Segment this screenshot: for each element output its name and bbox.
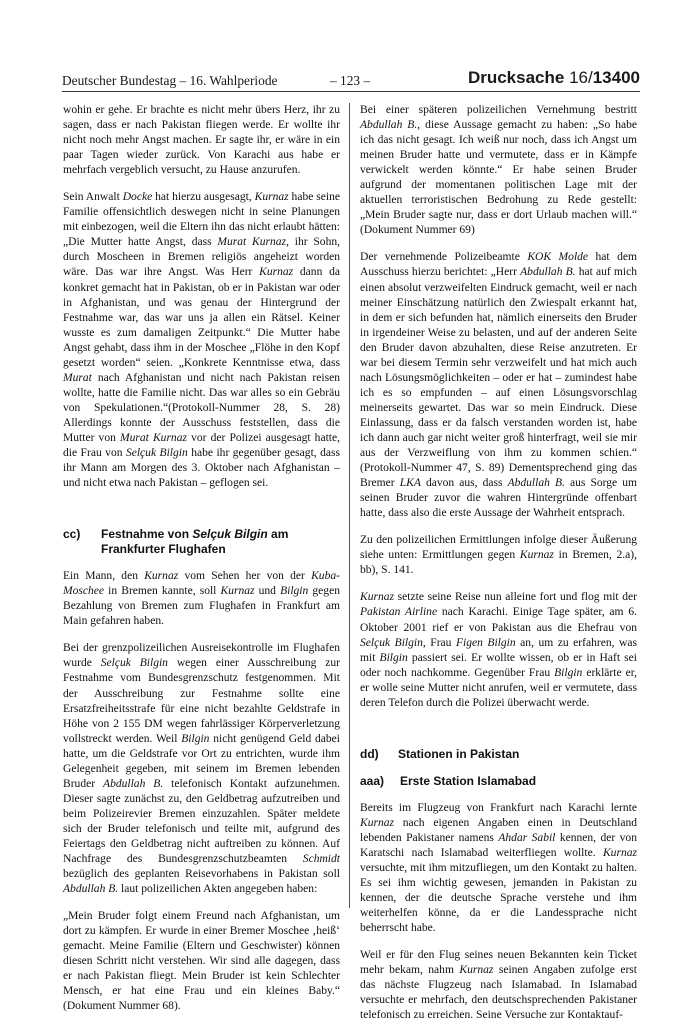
- paragraph: Bereits im Flugzeug von Frankfurt nach Karachi lernte Kurnaz nach eigenen Angaben einen in Deutschland lebenden Pakistaner namens Ahdar Sabil kennen, der von Karatschi nach Islamabad weiterfliegen wollte. Kurnaz versuchte, mit ihm mitzufliegen, um den Kontakt zu halten. Es sei ihm wichtig gewesen, jemanden in Pakistan zu kennen, der die deutsche Sprache verstehe und ihm weiterhelfen könne, da er die Landessprache nicht beherrscht habe.: [360, 801, 637, 935]
- page-header: [62, 68, 640, 90]
- paragraph: wohin er gehe. Er brachte es nicht mehr übers Herz, ihr zu sagen, dass er nach Pakistan fliegen werde. Er wollte ihr nicht noch mehr Angst machen. Er sagte ihr, er wäre in ein paar Tagen wieder zurück. Von Karachi aus habe er mehrfach vergeblich versucht, zu Hause anzurufen.: [63, 104, 340, 177]
- heading-number: aaa): [360, 773, 385, 788]
- column-divider: [349, 103, 350, 908]
- paragraph: Weil er für den Flug seines neuen Bekannten kein Ticket mehr bekam, nahm Kurnaz seinen Angaben zufolge erst das nächste Flugzeug nach Islamabad. In Islamabad versuchte er mehrfach, den deutschsprechenden Pakistaner telefonisch zu erreichen. Seine Versuche zur Kontaktauf-: [360, 949, 637, 1022]
- paragraph: Sein Anwalt Docke hat hierzu ausgesagt, Kurnaz habe seine Familie offensichtlich deswegen nicht in seine Planungen mit einbezogen, weil die Eltern ihn das nicht erlaubt hätten: „Die Mutter hatte Angst, dass Murat Kurnaz, ihr Sohn, durch Moscheen in Bremen religiös angeheizt worden wäre. Das war ihre Angst. Was Herr Kurnaz dann da konkret gemacht hat in Pakistan, ob er in Pakistan war oder in Afghanistan, und was genau der Hintergrund der Festnahme war, das war uns ja allen ein Rätsel. Keiner wusste es zum damaligen Zeitpunkt.“ Die Mutter habe Angst gehabt, dass ihm in der Moschee „Flöhe in den Kopf gesetzt worden“ seien. „Konkrete Kenntnisse etwa, dass Murat nach Afghanistan und nicht nach Pakistan reisen wollte, hatte die Familie nicht. Das war alles so ein Gebräu von Spekulationen.“(Protokoll-Nummer 28, S. 28) Allerdings konnte der Ausschuss feststellen, dass die Mutter von Murat Kurnaz vor der Polizei ausgesagt hatte, die Frau von Selçuk Bilgin habe ihr gegenüber gesagt, dass ihr Mann am Morgen des 3. Oktober nach Afghanistan – und nicht etwa nach Pakistan – geflogen sei.: [63, 191, 340, 490]
- document-number-prefix: 16/: [569, 68, 593, 87]
- document-number: [468, 68, 640, 88]
- heading-title: Festnahme von Selçuk Bilgin am Frankfurter Flughafen: [101, 527, 289, 557]
- left-column: [63, 103, 340, 1014]
- page-number: – 123 –: [330, 73, 371, 88]
- section-heading-dd: [360, 747, 637, 762]
- paragraph: Der vernehmende Polizeibeamte KOK Molde hat dem Ausschuss hierzu berichtet: „Herr Abdullah B. hat auf mich einen absolut verzweifelten Eindruck gemacht, weil er nach meiner Einschätzung natürlich den Zwiespalt erkannt hat, in dem er sich befunden hat, nämlich einerseits den Bruder in irgendeiner Weise zu belasten, und auf der anderen Seite den Bruder davon abzuhalten, diese Reise anzutreten. Er war bei diesem Termin sehr verzweifelt und hat mich auch nach Lösungsmöglichkeiten – oder er hat – zumindest habe ich es so empfunden – auf einen Lösungsvorschlag meinerseits gewartet. Das war so mein Eindruck. Diese Einlassung, dass er da falsch verstanden worden ist, habe ich dann auch gar nicht weiter groß hinterfragt, weil sie mir aus der Verzweiflung von ihm zu kommen schien.“ (Protokoll-Nummer 47, S. 89) Dementsprechend ging das Bremer LKA davon aus, dass Abdullah B. aus Sorge um seinen Bruder zuvor die wahren Hintergründe offenbart hatte, dass also die erste Aussage der Wahrheit entsprach.: [360, 251, 638, 520]
- paragraph: Ein Mann, den Kurnaz vom Sehen her von der Kuba-Moschee in Bremen kannte, soll Kurnaz und Bilgin gegen Bezahlung von Bremen zum Flughafen in Frankfurt am Main gefahren haben.: [63, 570, 340, 628]
- heading-number: dd): [360, 746, 379, 761]
- heading-number: cc): [63, 527, 81, 542]
- header-rule: [62, 91, 640, 92]
- document-label: Drucksache: [467, 68, 565, 87]
- right-column: [360, 103, 637, 1023]
- header-publication: Deutscher Bundestag – 16. Wahlperiode: [62, 73, 278, 88]
- paragraph: Zu den polizeilichen Ermittlungen infolge dieser Äußerung siehe unten: Ermittlungen gegen Kurnaz in Bremen, 2.a), bb), S. 141.: [360, 534, 637, 577]
- paragraph: Bei einer späteren polizeilichen Vernehmung bestritt Abdullah B., diese Aussage gemacht zu haben: „So habe ich das nicht gesagt. Ich weiß nur noch, dass ich Angst um meinen Bruder hatte und vermutete, dass er in Kämpfe verwickelt werden könnte.“ Er habe seinen Bruder aufgrund der momentanen politischen Lage mit der aktuellen terroristischen Bedrohung zu Rede gestellt: „Mein Bruder sagte nur, dass er dort Urlaub machen will.“ (Dokument Nummer 69): [360, 104, 637, 237]
- heading-title: Erste Station Islamabad: [400, 773, 537, 788]
- paragraph: Kurnaz setzte seine Reise nun alleine fort und flog mit der Pakistan Airline nach Karachi. Einige Tage später, am 6. Oktober 2001 rief er von Pakistan aus die Ehefrau von Selçuk Bilgin, Frau Figen Bilgin an, um zu erfahren, was mit Bilgin passiert sei. Er wollte wissen, ob er in Haft sei oder noch nachkomme. Gegenüber Frau Bilgin erklärte er, er wolle seine Mutter nicht anrufen, weil er vermutete, dass deren Telefon durch die Polizei überwacht werde.: [360, 591, 637, 709]
- paragraph: Bei der grenzpolizeilichen Ausreisekontrolle im Flughafen wurde Selçuk Bilgin wegen einer Ausschreibung zur Festnahme vom Bundesgrenzschutz festgenommen. Mit der Ausschreibung zur Festnahme sollte eine Ersatzfreiheitsstrafe für eine nicht bezahlte Geldstrafe in Höhe von 2 155 DM wegen fahrlässiger Körperverletzung vollstreckt werden. Weil Bilgin nicht genügend Geld dabei hatte, um die Geldstrafe vor Ort zu entrichten, wurde ihm Gelegenheit gegeben, mit seinem im Bremen lebenden Bruder Abdullah B. telefonisch Kontakt aufzunehmen. Dieser sagte zunächst zu, den Geldbetrag aufzutreiben und beim Polizeirevier Bremen einzuzahlen. Später meldete sich der Bruder telefonisch und teilte mit, aufgrund des Feiertags den Geldbetrag nicht auftreiben zu können. Auf Nachfrage des Bundesgrenzschutzbeamten Schmidt bezüglich des geplanten Reisevorhabens in Pakistan soll Abdullah B. laut polizeilichen Akten angegeben haben:: [63, 642, 340, 896]
- heading-title: Stationen in Pakistan: [398, 746, 520, 761]
- spacer: [360, 723, 637, 747]
- document-number-main: 13400: [592, 68, 640, 87]
- section-heading-aaa: [360, 774, 637, 789]
- spacer: [63, 503, 340, 527]
- quotation: „Mein Bruder folgt einem Freund nach Afghanistan, um dort zu kämpfen. Er wurde in einer Bremer Moschee ‚heiß‘ gemacht. Meine Familie (Eltern und Geschwister) können diesen Schritt nicht verstehen. Wir sind alle dagegen, dass er nach Pakistan fliegt. Mein Bruder ist kein Schlechter Mensch, er hat eine Frau und ein kleines Baby.“ (Dokument Nummer 68).: [63, 910, 340, 1013]
- section-heading-cc: [63, 527, 340, 557]
